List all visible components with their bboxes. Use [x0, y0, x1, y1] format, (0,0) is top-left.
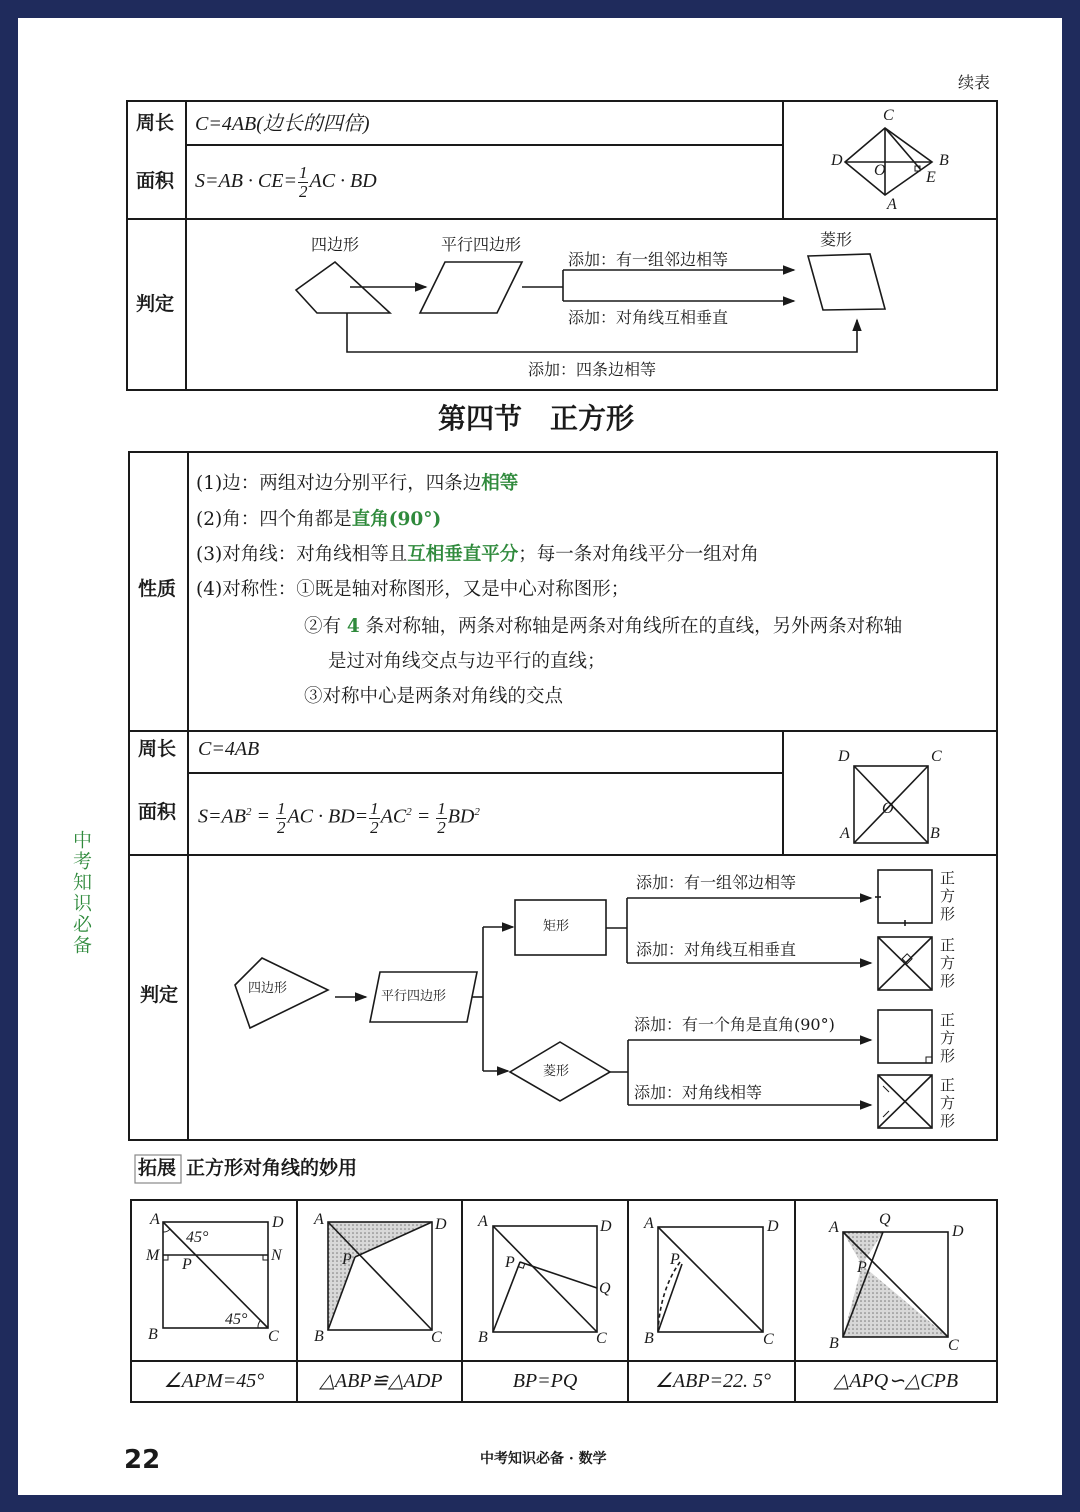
- square-judge-label: 判定: [140, 984, 179, 1006]
- formula-part: =: [411, 805, 436, 828]
- formula-part: AC · BD: [309, 170, 377, 192]
- flow-condition: 添加：对角线互相垂直: [636, 940, 797, 959]
- footer-book-title: 中考知识必备 · 数学: [480, 1451, 607, 1467]
- point-label: O: [874, 162, 886, 179]
- extension-caption: ∠APM=45°: [163, 1370, 265, 1392]
- property-line: [196, 511, 441, 530]
- numerator: 1: [298, 163, 308, 183]
- property-text: ③对称中心是两条对角线的交点: [304, 686, 564, 707]
- point-label: C: [948, 1337, 959, 1354]
- extension-figure-1: [163, 1222, 268, 1328]
- point-label: D: [831, 152, 843, 169]
- page-number: 22: [124, 1445, 161, 1475]
- point-label: 45°: [186, 1229, 209, 1246]
- extension-title: 正方形对角线的妙用: [186, 1157, 358, 1179]
- flow-node-rhombus: 菱形: [820, 230, 853, 249]
- point-label: B: [148, 1326, 158, 1343]
- flow-node-quadrilateral: 四边形: [311, 235, 360, 254]
- rhombus-judge-label: 判定: [136, 293, 175, 315]
- point-label: B: [930, 825, 940, 842]
- square-perimeter-label: 周长: [138, 738, 177, 760]
- fraction: [298, 164, 309, 201]
- point-label: E: [926, 169, 936, 186]
- flow-result-square: 正方形: [938, 937, 956, 991]
- properties-label: 性质: [138, 578, 177, 600]
- extension-figure-5: [843, 1232, 948, 1337]
- property-line: [196, 475, 518, 494]
- property-line: [304, 618, 902, 637]
- rhombus-perimeter-label: 周长: [136, 112, 175, 134]
- flow-condition: 添加：对角线相等: [634, 1083, 763, 1102]
- highlight-text: 4: [346, 616, 360, 637]
- denominator: 2: [437, 817, 446, 837]
- property-text: 是过对角线交点与边平行的直线；: [328, 651, 606, 672]
- numerator: 1: [437, 798, 446, 818]
- point-label: B: [644, 1330, 654, 1347]
- point-label: B: [314, 1328, 324, 1345]
- exponent: 2: [245, 806, 252, 818]
- point-label: D: [600, 1218, 612, 1235]
- numerator: 1: [370, 798, 379, 818]
- point-label: 45°: [225, 1311, 248, 1328]
- highlight-text: 互相垂直平分: [407, 544, 519, 565]
- flow-condition: 添加：对角线互相垂直: [568, 308, 729, 327]
- exponent: 2: [474, 806, 480, 818]
- highlight-text: 相等: [481, 473, 519, 494]
- property-text: (4)对称性：①既是轴对称图形，又是中心对称图形；: [196, 579, 630, 600]
- flow-result-square: 正方形: [938, 1077, 956, 1131]
- highlight-text: 直角(90°): [351, 509, 442, 530]
- square-area-label: 面积: [138, 801, 177, 823]
- point-label: O: [882, 800, 894, 817]
- point-label: P: [505, 1254, 515, 1271]
- side-tab: 中考知识必备: [70, 830, 92, 956]
- extension-tag: 拓展: [138, 1157, 177, 1179]
- point-label: Q: [879, 1211, 891, 1228]
- formula-part: AC · BD=: [287, 805, 369, 828]
- point-label: D: [272, 1214, 284, 1231]
- property-line: [196, 546, 759, 565]
- property-text: (2)角：四个角都是: [196, 509, 352, 530]
- property-text: 条对称轴，两条对称轴是两条对角线所在的直线，另外两条对称轴: [359, 616, 903, 637]
- point-label: N: [271, 1247, 282, 1264]
- property-text: ；每一条对角线平分一组对角: [518, 544, 759, 565]
- point-label: A: [478, 1213, 488, 1230]
- numerator: 1: [276, 798, 286, 818]
- property-line: [196, 581, 629, 600]
- point-label: P: [670, 1251, 680, 1268]
- point-label: C: [763, 1331, 774, 1348]
- denominator: 2: [370, 817, 379, 837]
- point-label: C: [883, 107, 894, 124]
- formula-part: S=AB · CE=: [195, 170, 297, 192]
- formula-part: =: [251, 805, 275, 828]
- continued-label: 续表: [958, 73, 991, 92]
- rhombus-perimeter-formula: C=4AB(边长的四倍): [195, 113, 370, 135]
- formula-part: AC: [380, 805, 407, 828]
- formula-part: BD: [447, 805, 475, 828]
- flow-node-quadrilateral: 四边形: [248, 981, 288, 996]
- property-text: (3)对角线：对角线相等且: [196, 544, 408, 565]
- rhombus-figure: [845, 128, 932, 195]
- point-label: C: [268, 1328, 279, 1345]
- flow-result-square: 正方形: [938, 870, 956, 924]
- point-label: C: [431, 1329, 442, 1346]
- square-judgement-flow: [235, 870, 932, 1128]
- point-label: D: [767, 1218, 779, 1235]
- point-label: P: [342, 1251, 352, 1268]
- point-label: Q: [599, 1280, 611, 1297]
- property-text: (1)边：两组对边分别平行，四条边: [196, 473, 482, 494]
- point-label: C: [931, 748, 942, 765]
- fraction: [436, 800, 447, 837]
- extension-figure-3: [493, 1226, 597, 1332]
- point-label: A: [150, 1211, 160, 1228]
- extension-caption: △ABP≌△ADP: [319, 1370, 443, 1392]
- property-line: [328, 653, 606, 672]
- square-perimeter-formula: C=4AB: [198, 738, 260, 760]
- point-label: D: [435, 1216, 447, 1233]
- point-label: P: [182, 1256, 192, 1273]
- point-label: D: [952, 1223, 964, 1240]
- extension-caption: BP=PQ: [512, 1370, 578, 1392]
- property-text: ②有: [304, 616, 347, 637]
- exponent: 2: [406, 806, 412, 818]
- fraction: [369, 800, 380, 837]
- point-label: A: [840, 825, 850, 842]
- point-label: A: [829, 1219, 839, 1236]
- extension-figure-4: [658, 1227, 763, 1332]
- flow-node-rectangle: 矩形: [543, 919, 570, 934]
- point-label: A: [887, 196, 897, 213]
- flow-node-rhombus: 菱形: [543, 1064, 570, 1079]
- property-line: [304, 688, 563, 707]
- rhombus-area-formula: [195, 160, 377, 202]
- square-area-formula: [198, 790, 480, 839]
- flow-condition: 添加：有一组邻边相等: [568, 250, 729, 269]
- extension-caption: ∠ABP=22. 5°: [654, 1370, 772, 1392]
- flow-result-square: 正方形: [938, 1012, 956, 1066]
- rhombus-area-label: 面积: [136, 170, 175, 192]
- point-label: A: [644, 1215, 654, 1232]
- point-label: M: [146, 1247, 160, 1264]
- denominator: 2: [276, 817, 286, 837]
- point-label: C: [596, 1330, 607, 1347]
- flow-node-parallelogram: 平行四边形: [441, 235, 522, 254]
- flow-condition: 添加：四条边相等: [528, 360, 657, 379]
- formula-part: S=AB: [198, 805, 246, 828]
- section-title: 第四节 正方形: [438, 402, 635, 435]
- point-label: B: [939, 152, 949, 169]
- point-label: D: [838, 748, 850, 765]
- extension-figure-2: [328, 1222, 432, 1330]
- point-label: B: [478, 1329, 488, 1346]
- point-label: B: [829, 1335, 839, 1352]
- point-label: P: [857, 1259, 867, 1276]
- flow-condition: 添加：有一个角是直角(90°): [634, 1015, 835, 1034]
- flow-node-parallelogram: 平行四边形: [381, 989, 447, 1004]
- denominator: 2: [298, 181, 308, 201]
- flow-condition: 添加：有一组邻边相等: [636, 873, 797, 892]
- extension-caption: △APQ∽△CPB: [833, 1370, 959, 1392]
- fraction: [276, 800, 287, 837]
- point-label: A: [314, 1211, 324, 1228]
